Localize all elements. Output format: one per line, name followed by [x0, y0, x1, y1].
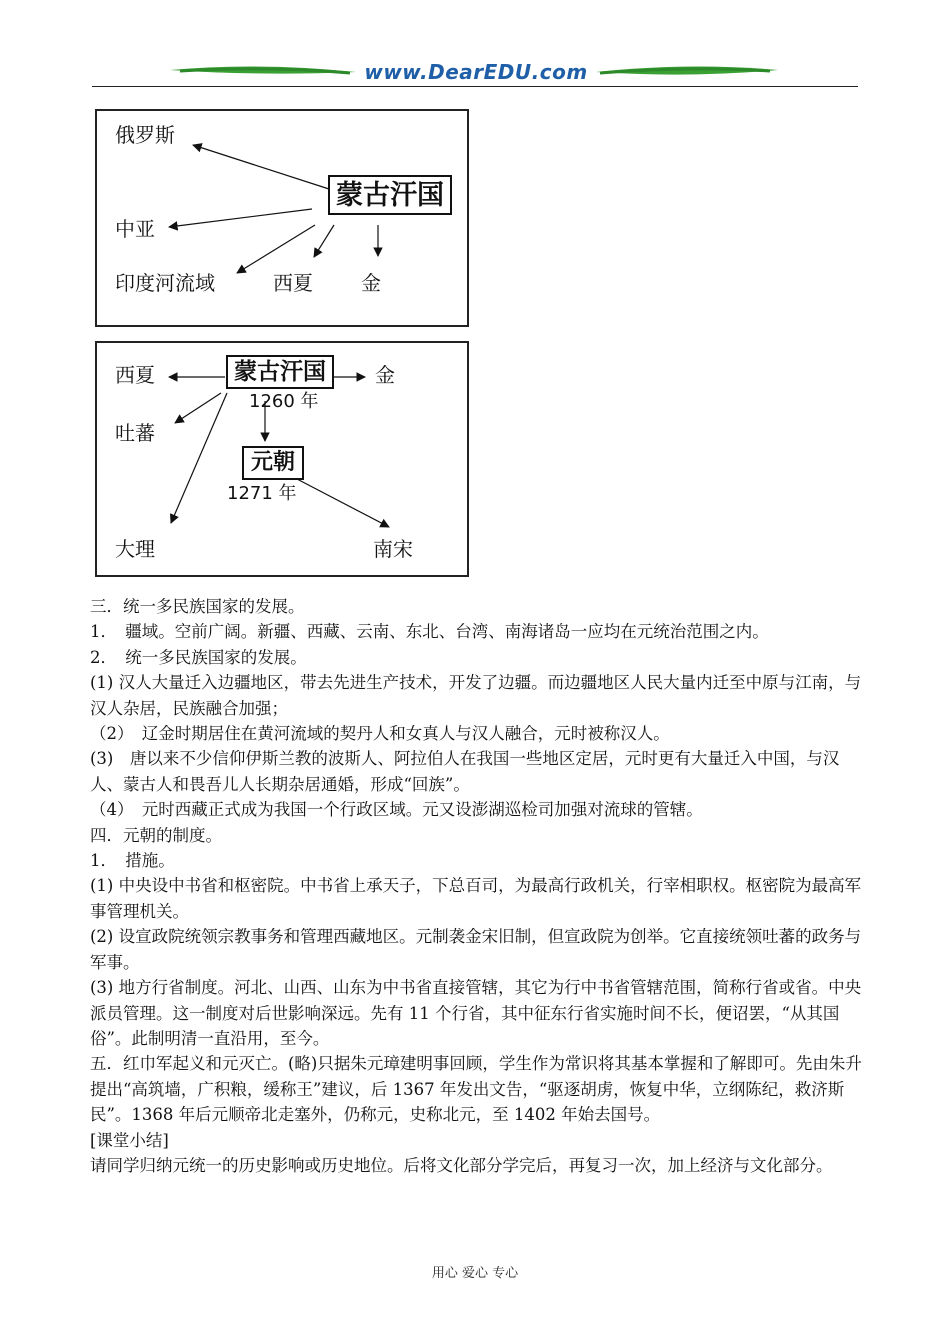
year-1271: 1271 年 [227, 483, 297, 504]
paragraph-hui-formation: (3) 唐以来不少信仰伊斯兰教的波斯人、阿拉伯人在我国一些地区定居，元时更有大量迁入中国，与汉人、蒙古人和畏吾儿人长期杂居通婚，形成“回族”。 [90, 749, 840, 794]
label-indus-valley: 印度河流域 [115, 271, 215, 295]
paragraph-development-heading: 2． 统一多民族国家的发展。 [90, 647, 307, 667]
page-footer: 用心 爱心 专心 [431, 1266, 519, 1281]
paragraph-khitan-jurchen: （2） 辽金时期居住在黄河流域的契丹人和女真人与汉人融合，元时被称汉人。 [90, 724, 670, 744]
class-summary-text: 请同学归纳元统一的历史影响或历史地位。后将文化部分学完后，再复习一次，加上经济与文化部分。 [90, 1155, 833, 1175]
label-russia: 俄罗斯 [115, 123, 175, 147]
arrow-to-russia [193, 145, 329, 189]
year-1260: 1260 年 [249, 391, 319, 412]
arrow-to-dali [171, 393, 227, 523]
arrow-to-indus [237, 225, 315, 273]
mongol-khanate-box: 蒙古汗国 [328, 175, 452, 215]
diagram-mongol-expansion [95, 109, 469, 327]
label-xixia-2: 西夏 [115, 363, 155, 387]
paragraph-territory: 1． 疆域。空前广阔。新疆、西藏、云南、东北、台湾、南海诸岛一应均在元统治范围之内。 [90, 622, 769, 642]
paragraph-central-government: (1) 中央设中书省和枢密院。中书省上承天子，下总百司，为最高行政机关，行宰相职权。枢密院为最高军事管理机关。 [90, 876, 862, 921]
yuan-dynasty-box: 元朝 [242, 446, 304, 480]
paragraph-provinces: (3) 地方行省制度。河北、山西、山东为中书省直接管辖，其它为行中书省管辖范围，简称行省或省。中央派员管理。这一制度对后世影响深远。先有 11 个行省，其中征东行省实施时间不长，便诏罢，“从其国俗”。此制明清一直沿用，至今。 [90, 978, 862, 1048]
label-tubo: 吐蕃 [115, 421, 155, 445]
mongol-khanate-box-2: 蒙古汗国 [226, 355, 334, 389]
site-logo-text: www.DearEDU.com [364, 60, 588, 84]
label-central-asia: 中亚 [115, 217, 155, 241]
arrow-to-nansong [297, 479, 389, 527]
section-5-red-turbans: 五．红巾军起义和元灭亡。(略)只据朱元璋建明事回顾，学生作为常识将其基本掌握和了解即可。先由朱升提出“高筑墙，广积粮，缓称王”建议，后 1367 年发出文告，“驱逐胡虏，恢复中华，立纲陈纪，救济斯民”。1368 年后元顺帝北走塞外，仍称元，史称北元，至 1402 年始去国号。 [90, 1054, 862, 1125]
section-3-heading: 三．统一多民族国家的发展。 [90, 597, 305, 616]
header-swoosh-decoration [0, 0, 950, 100]
diagram-yuan-unification [95, 341, 469, 577]
arrow-to-tubo [175, 393, 221, 423]
page-header [0, 0, 950, 100]
label-xixia: 西夏 [273, 271, 313, 295]
paragraph-tibet: （4） 元时西藏正式成为我国一个行政区域。元又设澎湖巡检司加强对流球的管辖。 [90, 800, 703, 820]
section-4-heading: 四．元朝的制度。 [90, 825, 222, 845]
label-jin-2: 金 [375, 363, 395, 387]
header-rule [92, 86, 858, 87]
label-dali: 大理 [115, 537, 155, 561]
label-nansong: 南宋 [373, 537, 413, 561]
arrow-to-xixia [314, 225, 334, 257]
label-jin: 金 [361, 271, 381, 295]
paragraph-xuanzhengyuan: (2) 设宣政院统领宗教事务和管理西藏地区。元制袭金宋旧制，但宣政院为创举。它直接统领吐蕃的政务与军事。 [90, 927, 862, 972]
paragraph-measures-heading: 1． 措施。 [90, 851, 175, 871]
lesson-text [90, 594, 870, 1178]
class-summary-heading: [课堂小结] [90, 1130, 169, 1150]
arrow-to-central-asia [169, 209, 312, 227]
paragraph-han-migration: (1) 汉人大量迁入边疆地区，带去先进生产技术，开发了边疆。而边疆地区人民大量内迁至中原与江南，与汉人杂居，民族融合加强； [90, 673, 862, 718]
